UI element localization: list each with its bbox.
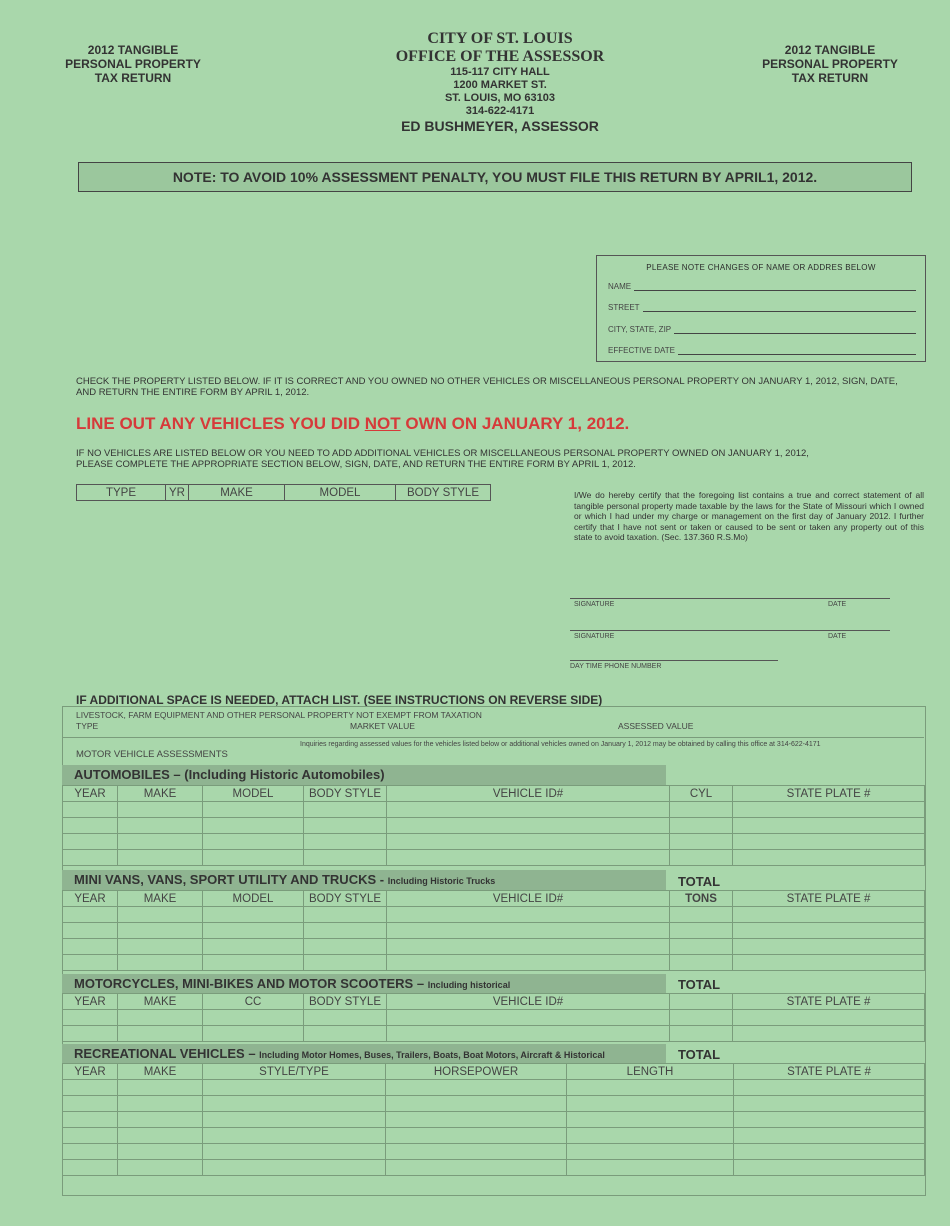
livestock-row: LIVESTOCK, FARM EQUIPMENT AND OTHER PERSONAL PROPERTY NOT EXEMPT FROM TAXATION TYPE MARKET VALUE ASSESSED VALUE [62, 707, 924, 738]
signature-line-2[interactable]: SIGNATURE DATE [570, 630, 890, 631]
trucks-section-title: MINI VANS, VANS, SPORT UTILITY AND TRUCKS - Including Historic Trucks [62, 870, 666, 890]
check-instructions: CHECK THE PROPERTY LISTED BELOW. IF IT IS CORRECT AND YOU OWNED NO OTHER VEHICLES OR MISCELLANEOUS PERSONAL PROPERTY ON JANUARY 1, 2012, SIGN, DATE, AND RETURN THE ENTIRE FORM BY APRIL 1, 2012. [76, 376, 898, 398]
street-field[interactable]: STREET [608, 302, 916, 312]
recreational-table [62, 1063, 925, 1176]
table-row[interactable] [63, 1112, 925, 1128]
table-row[interactable] [63, 834, 925, 850]
table-header-row: YEAR MAKE STYLE/TYPE HORSEPOWER LENGTH STATE PLATE # [63, 1064, 925, 1080]
effective-date-field[interactable]: EFFECTIVE DATE [608, 345, 916, 355]
trucks-table [62, 890, 925, 971]
trucks-total-label: TOTAL [677, 874, 721, 889]
listed-property-header: TYPE YR MAKE MODEL BODY STYLE [76, 484, 491, 501]
city-state-zip-field[interactable]: CITY, STATE, ZIP [608, 324, 916, 334]
motorcycles-table [62, 993, 925, 1042]
form-title-left: 2012 TANGIBLE PERSONAL PROPERTY TAX RETURN [65, 43, 201, 85]
assessor-name: ED BUSHMEYER, ASSESSOR [401, 118, 599, 134]
office-name: OFFICE OF THE ASSESSOR [395, 48, 605, 65]
table-row[interactable] [63, 923, 925, 939]
table-row[interactable] [63, 955, 925, 971]
signature-line-1[interactable]: SIGNATURE DATE [570, 598, 890, 599]
table-row[interactable] [63, 850, 925, 866]
table-row[interactable] [63, 939, 925, 955]
table-row[interactable] [63, 907, 925, 923]
table-row[interactable] [63, 1144, 925, 1160]
automobiles-section-title: AUTOMOBILES – (Including Historic Automobiles) [62, 765, 666, 785]
certification-text: I/We do hereby certify that the foregoing list contains a true and correct statement of all tangible personal property made taxable by the laws for the State of Missouri which I owned or which I had under my charge or management on the first day of January 2012. I further certify that I have not sent or taken or caused to be sent or taken any property out of this state to avoid taxation. (Sec. 137.360 R.S.Mo) [574, 490, 924, 542]
recreational-section-title: RECREATIONAL VEHICLES – Including Motor Homes, Buses, Trailers, Boats, Boat Motors, Aircraft & Historical [62, 1044, 666, 1063]
table-header-row: YEAR MAKE MODEL BODY STYLE VEHICLE ID# TONS STATE PLATE # [63, 891, 925, 907]
daytime-phone-line[interactable]: DAY TIME PHONE NUMBER [570, 660, 778, 661]
city-name: CITY OF ST. LOUIS [427, 30, 573, 47]
table-row[interactable] [63, 1096, 925, 1112]
table-row[interactable] [63, 1010, 925, 1026]
table-row[interactable] [63, 818, 925, 834]
table-header-row: YEAR MAKE MODEL BODY STYLE VEHICLE ID# CYL STATE PLATE # [63, 786, 925, 802]
additional-space-heading: IF ADDITIONAL SPACE IS NEEDED, ATTACH LIST. (SEE INSTRUCTIONS ON REVERSE SIDE) [76, 693, 603, 707]
table-row[interactable] [63, 1080, 925, 1096]
form-title-right: 2012 TANGIBLE PERSONAL PROPERTY TAX RETURN [762, 43, 898, 85]
name-field[interactable]: NAME [608, 281, 916, 291]
address-change-box: PLEASE NOTE CHANGES OF NAME OR ADDRES BELOW NAME STREET CITY, STATE, ZIP EFFECTIVE DATE [596, 255, 926, 362]
line-out-warning: LINE OUT ANY VEHICLES YOU DID NOT OWN ON JANUARY 1, 2012. [76, 414, 630, 433]
table-row[interactable] [63, 1128, 925, 1144]
automobiles-table [62, 785, 925, 866]
table-row[interactable] [63, 1160, 925, 1176]
motor-vehicle-assessments-row: MOTOR VEHICLE ASSESSMENTS Inquiries regarding assessed values for the vehicles listed below or additional vehicles owned on January 1, 2012 may be obtained by calling this office at 314-622-4171 [76, 741, 821, 760]
recreational-total-label: TOTAL [677, 1047, 721, 1062]
penalty-note: NOTE: TO AVOID 10% ASSESSMENT PENALTY, YOU MUST FILE THIS RETURN BY APRIL1, 2012. [78, 162, 912, 192]
table-header-row: YEAR MAKE CC BODY STYLE VEHICLE ID# STATE PLATE # [63, 994, 925, 1010]
office-header: CITY OF ST. LOUIS OFFICE OF THE ASSESSOR 115-117 CITY HALL 1200 MARKET ST. ST. LOUIS, MO 63103 314-622-4171 ED BUSHMEYER, ASSESSOR [330, 30, 670, 134]
motorcycles-section-title: MOTORCYCLES, MINI-BIKES AND MOTOR SCOOTERS – Including historical [62, 974, 666, 993]
motorcycles-total-label: TOTAL [677, 977, 721, 992]
table-row[interactable] [63, 1026, 925, 1042]
additional-instructions: IF NO VEHICLES ARE LISTED BELOW OR YOU NEED TO ADD ADDITIONAL VEHICLES OR MISCELLANEOUS PERSONAL PROPERTY OWNED ON JANUARY 1, 2012, PLEASE COMPLETE THE APPROPRIATE SECTION BELOW, SIGN, DATE, AND RETURN THE ENTIRE FORM BY APRIL 1, 2012. [76, 448, 809, 470]
table-row[interactable] [63, 802, 925, 818]
